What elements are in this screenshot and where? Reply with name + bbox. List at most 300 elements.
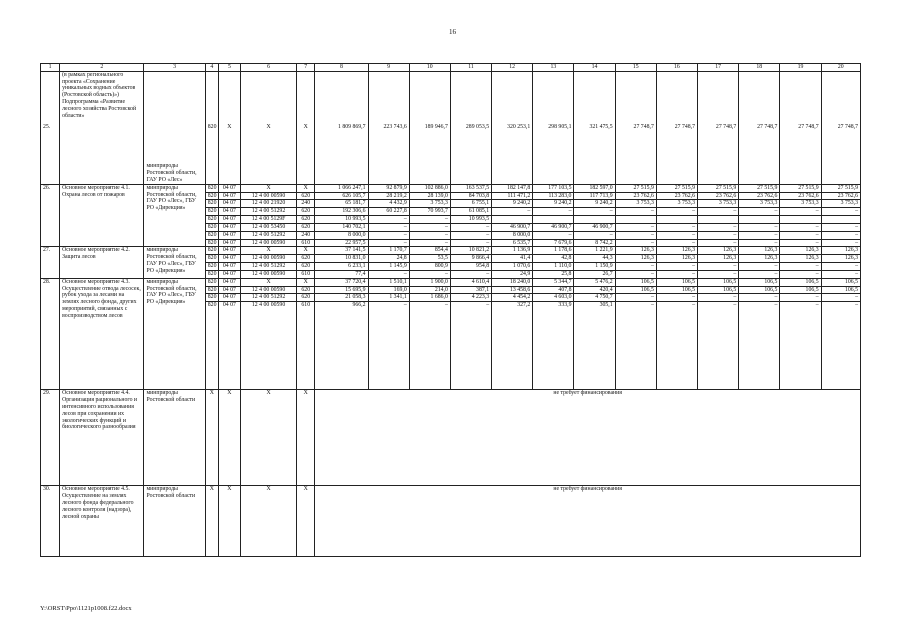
value-cell: 126,3 [615, 255, 656, 263]
value-cell: X [297, 278, 315, 286]
value-cell: 28 219,2 [368, 192, 409, 200]
value-cell: 106,5 [821, 286, 860, 294]
value-cell: 04 07 [218, 184, 240, 192]
value-cell: 22 957,5 [315, 239, 368, 247]
value-cell: – [574, 208, 615, 216]
value-cell: – [615, 263, 656, 271]
executor-cell: минприроды Ростовской области [144, 390, 205, 486]
value-cell: 61 085,1 [450, 208, 491, 216]
value-cell: 92 879,9 [368, 184, 409, 192]
value-cell: – [615, 239, 656, 247]
value-cell: X [240, 71, 296, 184]
file-path-footer: Y:\ORST\Ppo\1121p1008.f22.docx [40, 605, 132, 612]
value-cell: – [615, 302, 656, 390]
value-cell: 820 [205, 247, 218, 255]
value-cell: 854,4 [409, 247, 450, 255]
value-cell: – [368, 302, 409, 390]
value-cell: – [698, 270, 739, 278]
column-number-header: 6 [240, 64, 296, 72]
value-cell: 407,8 [533, 286, 574, 294]
page-number: 16 [449, 28, 456, 36]
value-cell: 320 253,1 [492, 71, 533, 184]
value-cell: – [780, 294, 821, 302]
value-cell: 27 748,7 [615, 71, 656, 184]
value-cell: 27 515,9 [656, 184, 697, 192]
value-cell: 333,9 [533, 302, 574, 390]
value-cell: X [297, 184, 315, 192]
value-cell: 23 762,6 [739, 192, 780, 200]
value-cell: 223 743,6 [368, 71, 409, 184]
column-number-header: 15 [615, 64, 656, 72]
value-cell: 820 [205, 200, 218, 208]
value-cell: 240 [297, 200, 315, 208]
value-cell: 41,4 [492, 255, 533, 263]
value-cell: – [409, 216, 450, 224]
value-cell: 106,5 [780, 278, 821, 286]
value-cell: 10 831,0 [315, 255, 368, 263]
column-number-header: 8 [315, 64, 368, 72]
value-cell: – [739, 231, 780, 239]
measure-name-cell: Основное мероприятие 4.5. Осуществление на землях лесного фонда федерального лесного контроля (надзора), лесной охраны [60, 486, 144, 557]
value-cell: – [615, 231, 656, 239]
value-cell: 27 515,9 [615, 184, 656, 192]
mark-cell: X [240, 486, 296, 557]
value-cell: 04 07 [218, 263, 240, 271]
column-number-header: 10 [409, 64, 450, 72]
value-cell: 820 [205, 192, 218, 200]
value-cell: 12 4 00 00590 [240, 192, 296, 200]
value-cell: 04 07 [218, 247, 240, 255]
value-cell: 04 07 [218, 270, 240, 278]
value-cell: 620 [297, 294, 315, 302]
value-cell: – [780, 239, 821, 247]
value-cell: 106,5 [739, 286, 780, 294]
column-number-header: 2 [60, 64, 144, 72]
value-cell: 182 147,8 [492, 184, 533, 192]
value-cell: 1 809 869,7 [315, 71, 368, 184]
value-cell: 6 233,1 [315, 263, 368, 271]
value-cell: 04 07 [218, 302, 240, 390]
value-cell: 163 537,5 [450, 184, 491, 192]
value-cell: – [821, 270, 860, 278]
value-cell: – [368, 231, 409, 239]
value-cell: 1 066 247,1 [315, 184, 368, 192]
value-cell: 610 [297, 270, 315, 278]
value-cell: 9 240,2 [492, 200, 533, 208]
mark-cell: X [297, 390, 315, 486]
value-cell: 620 [297, 263, 315, 271]
column-number-header: 14 [574, 64, 615, 72]
value-cell: 820 [205, 294, 218, 302]
value-cell: 23 762,6 [615, 192, 656, 200]
value-cell [698, 216, 739, 224]
value-cell: 182 597,0 [574, 184, 615, 192]
value-cell: – [821, 263, 860, 271]
value-cell: 1 510,1 [368, 278, 409, 286]
value-cell: 820 [205, 286, 218, 294]
value-cell: 106,5 [698, 278, 739, 286]
value-cell: – [656, 208, 697, 216]
value-cell: 4 223,3 [450, 294, 491, 302]
value-cell: 10 821,2 [450, 247, 491, 255]
value-cell: 37 720,4 [315, 278, 368, 286]
value-cell: 1 150,9 [574, 263, 615, 271]
value-cell: 620 [297, 216, 315, 224]
value-cell: 126,3 [615, 247, 656, 255]
column-number-header: 11 [450, 64, 491, 72]
value-cell [656, 216, 697, 224]
value-cell: – [698, 231, 739, 239]
column-number-header: 20 [821, 64, 860, 72]
value-cell: 24,9 [492, 270, 533, 278]
value-cell: – [450, 231, 491, 239]
value-cell: X [240, 278, 296, 286]
column-number-header: 4 [205, 64, 218, 72]
value-cell: – [698, 263, 739, 271]
column-number-header: 13 [533, 64, 574, 72]
value-cell: – [656, 263, 697, 271]
value-cell: – [450, 270, 491, 278]
value-cell: 04 07 [218, 200, 240, 208]
value-cell: 240 [297, 231, 315, 239]
value-cell: 12 4 00 00590 [240, 286, 296, 294]
value-cell: 620 [297, 208, 315, 216]
value-cell: – [780, 208, 821, 216]
value-cell: – [698, 239, 739, 247]
value-cell: 3 753,3 [821, 200, 860, 208]
mark-cell: X [218, 390, 240, 486]
value-cell: 626 105,7 [315, 192, 368, 200]
row-number: 25. [41, 71, 60, 184]
value-cell: 1 070,6 [492, 263, 533, 271]
value-cell: – [368, 223, 409, 231]
value-cell: 24,8 [368, 255, 409, 263]
value-cell: 106,5 [821, 278, 860, 286]
value-cell: 53,5 [409, 255, 450, 263]
program-prefix: (в рамках регионального проекта «Сохранение уникальных водных объектов (Ростовской область)») [62, 71, 136, 99]
value-cell: 27 748,7 [698, 71, 739, 184]
value-cell: 12 4 00 51292 [240, 263, 296, 271]
value-cell: – [739, 270, 780, 278]
value-cell: 42,8 [533, 255, 574, 263]
value-cell: 610 [297, 302, 315, 390]
value-cell: – [450, 302, 491, 390]
value-cell: 46 900,7 [533, 223, 574, 231]
value-cell: 12 4 00 51292 [240, 208, 296, 216]
value-cell: – [739, 239, 780, 247]
value-cell: 60 227,8 [368, 208, 409, 216]
value-cell: 387,1 [450, 286, 491, 294]
value-cell: 9 240,2 [574, 200, 615, 208]
value-cell: 7 679,6 [533, 239, 574, 247]
value-cell: 610 [297, 239, 315, 247]
executor-cell: минприроды Ростовской области [144, 486, 205, 557]
value-cell: 820 [205, 302, 218, 390]
value-cell: 820 [205, 255, 218, 263]
value-cell: – [821, 239, 860, 247]
value-cell: 3 753,3 [615, 200, 656, 208]
value-cell [492, 216, 533, 224]
value-cell: 9 866,4 [450, 255, 491, 263]
value-cell: 3 753,3 [739, 200, 780, 208]
value-cell: – [739, 208, 780, 216]
row-number: 26. [41, 184, 60, 247]
value-cell: 126,3 [698, 255, 739, 263]
value-cell: – [739, 294, 780, 302]
value-cell [780, 216, 821, 224]
value-cell: 800,9 [409, 263, 450, 271]
value-cell: – [615, 294, 656, 302]
value-cell: 5 476,2 [574, 278, 615, 286]
measure-name-cell: Основное мероприятие 4.1. Охрана лесов от пожаров [60, 184, 144, 247]
value-cell: 8 742,2 [574, 239, 615, 247]
value-cell: 106,5 [615, 278, 656, 286]
value-cell: – [821, 302, 860, 390]
executor-cell: минприроды Ростовской области, ГАУ РО «Лес» [144, 71, 205, 184]
value-cell: – [409, 302, 450, 390]
value-cell: – [656, 294, 697, 302]
value-cell: 6 755,1 [450, 200, 491, 208]
value-cell: 4 432,9 [368, 200, 409, 208]
mark-cell: X [205, 486, 218, 557]
mark-cell: X [297, 486, 315, 557]
value-cell: – [739, 223, 780, 231]
program-name-cell [60, 71, 144, 184]
value-cell: 4 454,2 [492, 294, 533, 302]
column-number-header: 12 [492, 64, 533, 72]
value-cell: 04 07 [218, 294, 240, 302]
value-cell: – [780, 231, 821, 239]
value-cell: 140 702,1 [315, 223, 368, 231]
column-number-header: 16 [656, 64, 697, 72]
column-number-header: 3 [144, 64, 205, 72]
value-cell: 820 [205, 71, 218, 184]
table-row [41, 184, 861, 192]
value-cell: 27 748,7 [780, 71, 821, 184]
value-cell: 23 762,6 [780, 192, 821, 200]
program-name: Подпрограмма «Развитие лесного хозяйства Ростовской области» [62, 99, 137, 119]
column-number-header: 9 [368, 64, 409, 72]
value-cell: 106,5 [615, 286, 656, 294]
value-cell: 102 886,0 [409, 184, 450, 192]
value-cell: 169,0 [368, 286, 409, 294]
value-cell: – [492, 208, 533, 216]
value-cell: 27 515,9 [739, 184, 780, 192]
value-cell: – [615, 270, 656, 278]
executor-cell: минприроды Ростовской области, ГАУ РО «Лес», ГБУ РО «Дирекция» [144, 278, 205, 389]
value-cell: – [698, 208, 739, 216]
value-cell: – [656, 223, 697, 231]
table-row [41, 71, 861, 184]
value-cell: – [780, 263, 821, 271]
value-cell: 321 475,5 [574, 71, 615, 184]
value-cell: 420,4 [574, 286, 615, 294]
value-cell: 106,5 [698, 286, 739, 294]
value-cell: 04 07 [218, 231, 240, 239]
value-cell: 37 141,5 [315, 247, 368, 255]
value-cell: – [698, 223, 739, 231]
value-cell: 214,0 [409, 286, 450, 294]
value-cell: 126,3 [656, 247, 697, 255]
value-cell: 620 [297, 192, 315, 200]
value-cell: 289 053,5 [450, 71, 491, 184]
value-cell: 04 07 [218, 208, 240, 216]
value-cell: 65 181,7 [315, 200, 368, 208]
value-cell: 820 [205, 263, 218, 271]
value-cell: 23 762,6 [698, 192, 739, 200]
no-financing-note: не требует финансирования [315, 390, 861, 486]
value-cell: 3 753,3 [698, 200, 739, 208]
value-cell: 1 221,9 [574, 247, 615, 255]
value-cell: 12 4 00 51292 [240, 231, 296, 239]
value-cell: 305,1 [574, 302, 615, 390]
value-cell: X [297, 247, 315, 255]
value-cell: 12 4 00 00590 [240, 270, 296, 278]
value-cell: 820 [205, 223, 218, 231]
value-cell: – [450, 239, 491, 247]
value-cell: 106,5 [656, 278, 697, 286]
value-cell: 4 610,4 [450, 278, 491, 286]
column-number-header: 19 [780, 64, 821, 72]
executor-cell: минприроды Ростовской области, ГАУ РО «Лес», ГБУ РО «Дирекция» [144, 184, 205, 247]
value-cell: 04 07 [218, 192, 240, 200]
value-cell: 1 170,7 [368, 247, 409, 255]
row-number: 29. [41, 390, 60, 486]
value-cell [739, 216, 780, 224]
value-cell: – [615, 208, 656, 216]
value-cell: 13 458,6 [492, 286, 533, 294]
value-cell: – [821, 231, 860, 239]
value-cell: X [218, 71, 240, 184]
value-cell: 04 07 [218, 286, 240, 294]
value-cell: 12 4 00 51292 [240, 294, 296, 302]
value-cell: 113 283,0 [533, 192, 574, 200]
value-cell: – [780, 270, 821, 278]
value-cell: 820 [205, 184, 218, 192]
value-cell: 5 344,7 [533, 278, 574, 286]
value-cell [574, 216, 615, 224]
value-cell: 1 686,0 [409, 294, 450, 302]
row-number: 30. [41, 486, 60, 557]
value-cell: 04 07 [218, 216, 240, 224]
value-cell [615, 216, 656, 224]
column-number-header: 18 [739, 64, 780, 72]
value-cell: 189 946,7 [409, 71, 450, 184]
value-cell [821, 216, 860, 224]
value-cell: – [656, 270, 697, 278]
value-cell: 117 713,9 [574, 192, 615, 200]
measure-name-cell: Основное мероприятие 4.4. Организация рационального и интенсивного использования лесов при сохранении их экологических функций и биологического разнообразия [60, 390, 144, 486]
value-cell: 27 748,7 [656, 71, 697, 184]
value-cell: 126,3 [780, 255, 821, 263]
value-cell: 04 07 [218, 223, 240, 231]
value-cell: 12 4 00 00590 [240, 239, 296, 247]
value-cell: – [698, 294, 739, 302]
mark-cell: X [218, 486, 240, 557]
value-cell: 25,8 [533, 270, 574, 278]
value-cell: 1 136,9 [492, 247, 533, 255]
value-cell: 4 750,7 [574, 294, 615, 302]
value-cell: 126,3 [739, 255, 780, 263]
value-cell: – [533, 231, 574, 239]
value-cell: 8 000,0 [315, 231, 368, 239]
value-cell: 26,7 [574, 270, 615, 278]
measure-name-cell: Основное мероприятие 4.3. Осуществление отвода лесосек, рубок ухода за лесами на землях лесного фонда, других мероприятий, связанных с воспроизводством лесов [60, 278, 144, 389]
value-cell: – [656, 231, 697, 239]
value-cell: 820 [205, 270, 218, 278]
value-cell: 1 178,6 [533, 247, 574, 255]
value-cell: 192 306,6 [315, 208, 368, 216]
value-cell: – [409, 239, 450, 247]
value-cell: 106,5 [780, 286, 821, 294]
value-cell: 820 [205, 231, 218, 239]
value-cell: 954,8 [450, 263, 491, 271]
value-cell: 1 110,0 [533, 263, 574, 271]
value-cell: 4 603,0 [533, 294, 574, 302]
mark-cell: X [205, 390, 218, 486]
value-cell: 23 762,6 [656, 192, 697, 200]
value-cell [533, 216, 574, 224]
value-cell: 04 07 [218, 239, 240, 247]
value-cell: 27 748,7 [821, 71, 860, 184]
value-cell: 84 703,8 [450, 192, 491, 200]
value-cell: 12 4 00 21920 [240, 200, 296, 208]
value-cell: 820 [205, 278, 218, 286]
value-cell: 70 993,7 [409, 208, 450, 216]
value-cell: 298 905,1 [533, 71, 574, 184]
value-cell: 126,3 [821, 255, 860, 263]
value-cell: 820 [205, 239, 218, 247]
table-row [41, 247, 861, 255]
value-cell: – [739, 302, 780, 390]
value-cell: – [368, 239, 409, 247]
value-cell: – [656, 302, 697, 390]
table-row [41, 486, 861, 557]
value-cell: 28 139,0 [409, 192, 450, 200]
column-number-header: 1 [41, 64, 60, 72]
value-cell: 18 240,0 [492, 278, 533, 286]
value-cell: 9 240,2 [533, 200, 574, 208]
value-cell: 3 753,3 [780, 200, 821, 208]
value-cell: 106,5 [656, 286, 697, 294]
mark-cell: X [240, 390, 296, 486]
value-cell: 15 695,9 [315, 286, 368, 294]
header-row [41, 64, 861, 72]
value-cell: 620 [297, 223, 315, 231]
value-cell: 27 748,7 [739, 71, 780, 184]
value-cell: 106,5 [739, 278, 780, 286]
value-cell: X [240, 184, 296, 192]
value-cell: – [368, 270, 409, 278]
value-cell: 6 535,7 [492, 239, 533, 247]
value-cell: – [821, 294, 860, 302]
value-cell: 1 341,1 [368, 294, 409, 302]
value-cell: 126,3 [698, 247, 739, 255]
value-cell: 21 058,3 [315, 294, 368, 302]
value-cell: 620 [297, 286, 315, 294]
table-row [41, 390, 861, 486]
row-number: 28. [41, 278, 60, 389]
measure-name-cell: Основное мероприятие 4.2. Защита лесов [60, 247, 144, 278]
value-cell: 27 515,9 [780, 184, 821, 192]
value-cell: 27 515,9 [698, 184, 739, 192]
value-cell: 04 07 [218, 255, 240, 263]
value-cell: – [739, 263, 780, 271]
value-cell: 04 07 [218, 278, 240, 286]
finance-table [40, 63, 861, 557]
value-cell: 327,2 [492, 302, 533, 390]
column-number-header: 5 [218, 64, 240, 72]
